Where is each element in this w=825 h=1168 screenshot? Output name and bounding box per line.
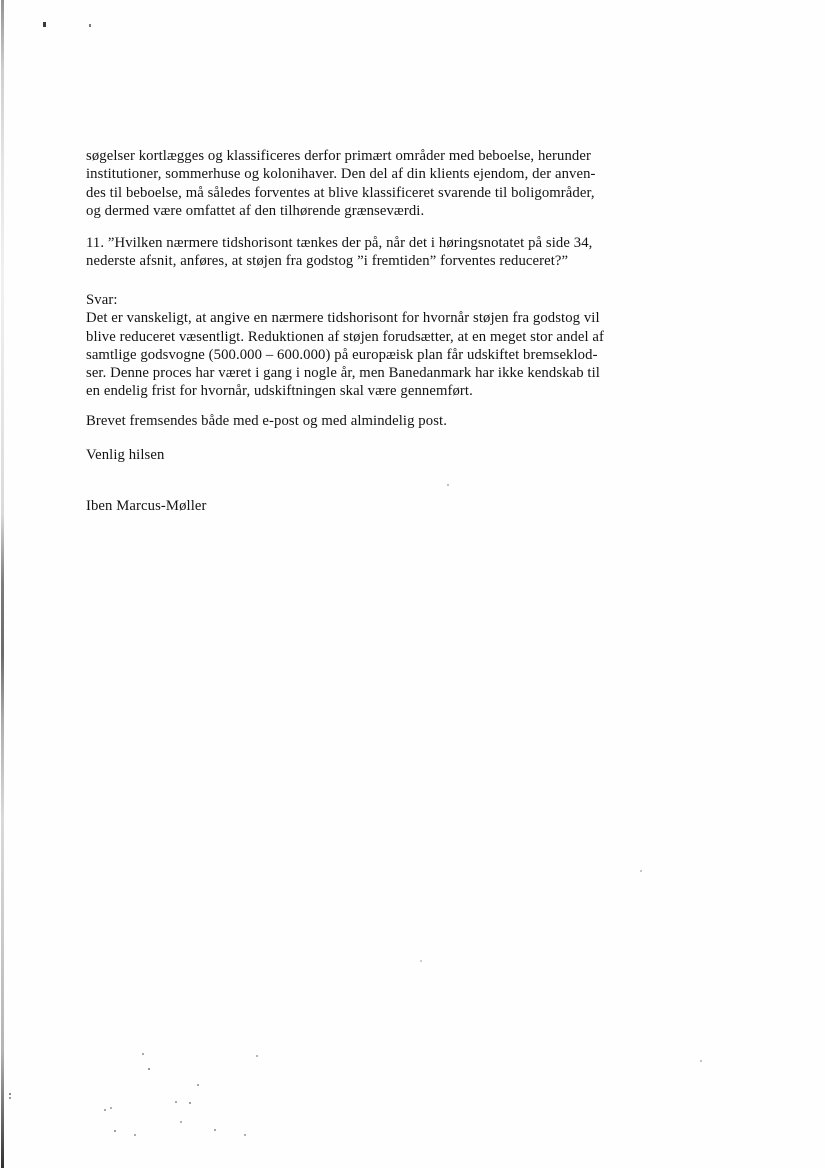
text-line: Iben Marcus-Møller [86, 498, 207, 514]
signature-name [86, 497, 614, 515]
text-line: Venlig hilsen [86, 447, 165, 463]
text-line: 11. ”Hvilken nærmere tidshorisont tænkes der på, når det i høringsnotatet på side 34, [86, 235, 593, 251]
scan-speck [89, 24, 91, 27]
text-line: en endelig frist for hvornår, udskiftningen skal være gennemført. [86, 383, 473, 400]
paragraph-continuation [86, 147, 614, 220]
answer-label: Svar: [86, 292, 118, 308]
text-line: Brevet fremsendes både med e-post og med almindelig post. [86, 413, 447, 429]
scan-speck [43, 22, 46, 27]
text-line: søgelser kortlægges og klassificeres derfor primært områder med beboelse, herunder [86, 148, 591, 164]
text-line: samtlige godsvogne (500.000 – 600.000) på europæisk plan får udskiftet bremseklod- [86, 346, 598, 363]
delivery-note [86, 412, 614, 430]
text-line: og dermed være omfattet af den tilhørende grænseværdi. [86, 202, 425, 219]
salutation [86, 446, 614, 464]
text-line: nederste afsnit, anføres, at støjen fra godstog ”i fremtiden” forventes reduceret?” [86, 253, 569, 270]
scan-edge-artifact [1, 0, 4, 1168]
text-line: ser. Denne proces har været i gang i nogle år, men Banedanmark har ikke kendskab til [86, 365, 600, 382]
answer-block [86, 291, 614, 401]
scan-noise [0, 0, 2, 2]
text-line: des til beboelse, må således forventes at blive klassificeret svarende til boligområder, [86, 184, 595, 201]
text-line: institutioner, sommerhuse og kolonihaver. Den del af din klients ejendom, der anven- [86, 166, 596, 183]
question-11 [86, 234, 614, 271]
text-line: Det er vanskeligt, at angive en nærmere tidshorisont for hvornår støjen fra godstog vil [86, 310, 600, 327]
text-line: blive reduceret væsentligt. Reduktionen af støjen forudsætter, at en meget stor andel af [86, 328, 605, 345]
